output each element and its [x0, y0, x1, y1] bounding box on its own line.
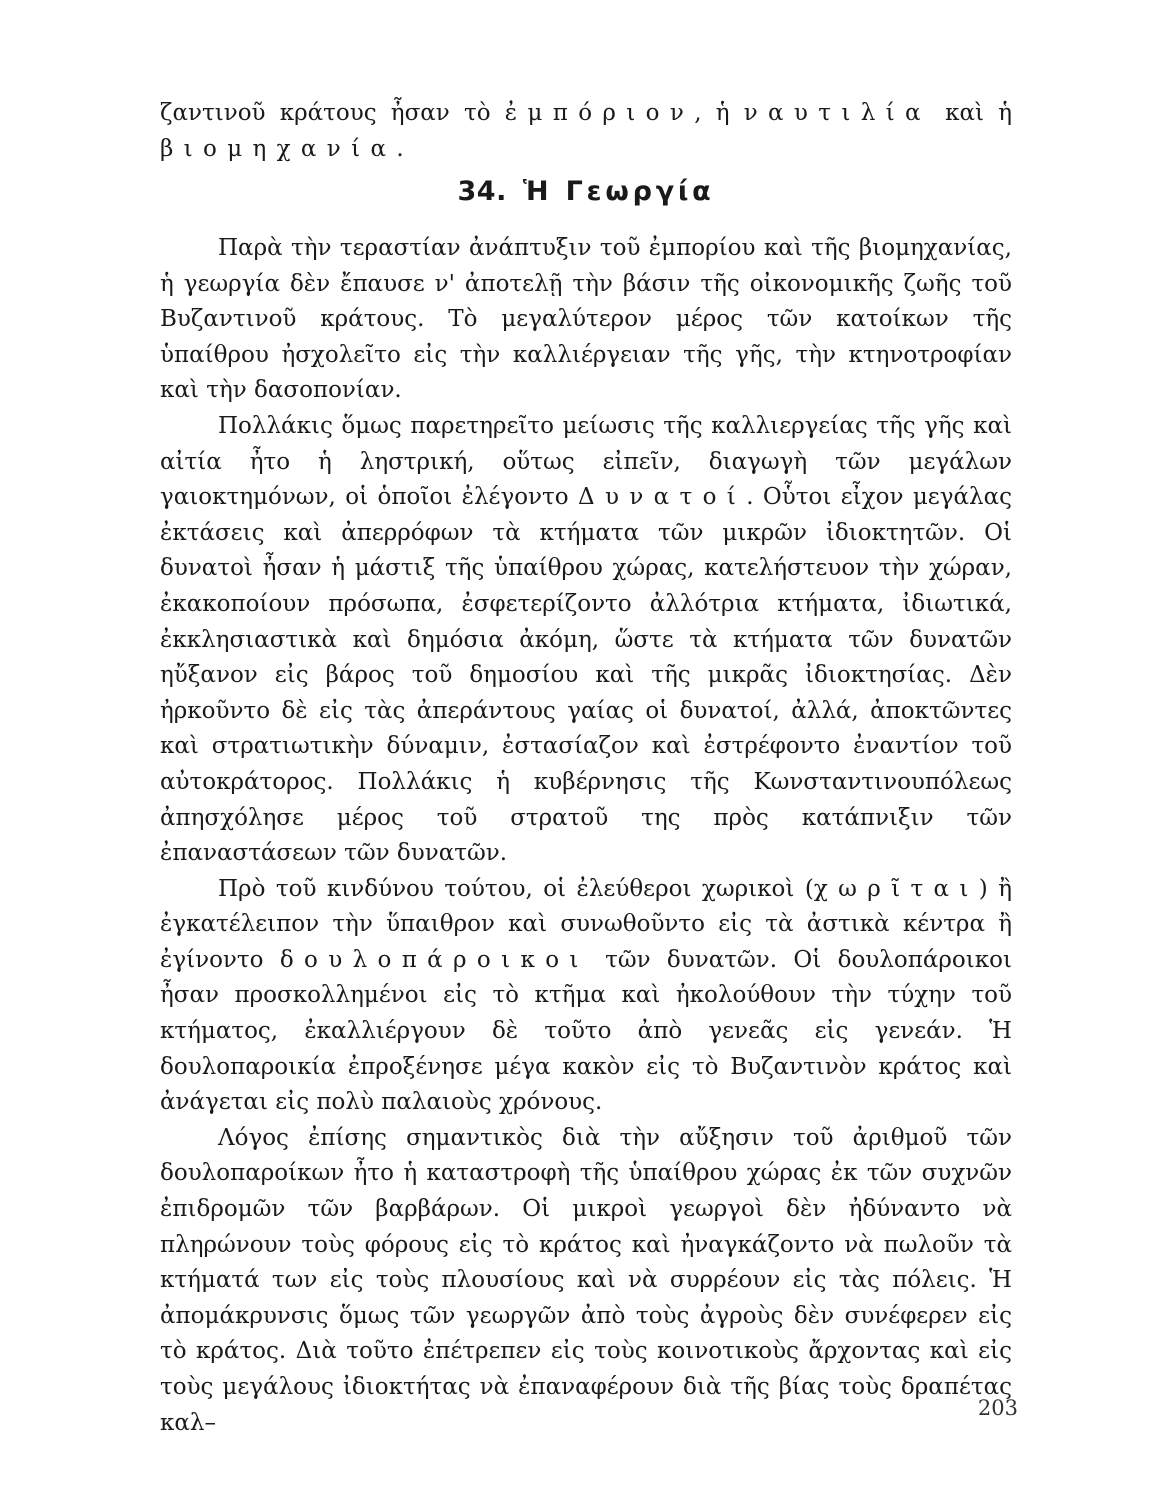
paragraph-3-part-c: τῶν δυνατῶν. Οἱ δουλοπάροικοι ἦσαν προσκολλημένοι εἰς τὸ κτῆμα καὶ ἠκολούθουν τὴν τύχην τοῦ κτήματος, ἐκαλλιέργουν δὲ τοῦτο ἀπὸ γενεᾶς εἰς γενεάν. Ἡ δουλοπαροικία ἐπροξένησε μέγα κακὸν εἰς τὸ Βυζαντινὸν κράτος καὶ ἀνάγεται εἰς πολὺ παλαιοὺς χρόνους.	[160, 946, 1012, 1116]
spaced-term-commerce: ἐμπόριον	[504, 100, 695, 126]
paragraph-1: Παρὰ τὴν τεραστίαν ἀνάπτυξιν τοῦ ἐμπορίου καὶ τῆς βιομηχανίας, ἡ γεωργία δὲν ἔπαυσε ν' ἀποτελῇ τὴν βάσιν τῆς οἰκονομικῆς ζωῆς τοῦ Βυζαντινοῦ κράτους. Τὸ μεγαλύτερον μέρος τῶν κατοίκων τῆς ὑπαίθρου ἠσχολεῖτο εἰς τὴν καλλιέργειαν τῆς γῆς, τὴν κτηνοτροφίαν καὶ τὴν δασοπονίαν.	[160, 235, 1012, 404]
spaced-term-shipping: ναυτιλία	[743, 100, 931, 126]
continuation-end: .	[396, 135, 404, 162]
paragraph-3-part-b: ) ἢ ἐγκατέλειπον τὴν ὕπαιθρον καὶ συνωθοῦντο εἰς τὰ ἀστικὰ κέντρα ἢ ἐγίνοντο	[160, 875, 1012, 973]
paragraph-2	[160, 409, 1012, 872]
section-title: Ἡ Γεωργία	[522, 176, 715, 207]
paragraph-3	[160, 872, 1012, 1121]
page-number: 203	[977, 1396, 1018, 1420]
continuation-separator: καὶ ἡ	[930, 100, 1012, 126]
section-number: 34.	[457, 176, 507, 207]
continuation-separator: , ἡ	[694, 100, 744, 126]
paragraph-2-part-a: Πολλάκις ὅμως παρετηρεῖτο μείωσις τῆς καλλιεργείας τῆς γῆς καὶ αἰτία ἦτο ἡ ληστρική, οὕτως εἰπεῖν, διαγωγὴ τῶν μεγάλων γαιοκτημόνων, οἱ ὁποῖοι ἐλέγοντο	[160, 412, 1012, 511]
continuation-paragraph	[160, 96, 1012, 167]
continuation-start: ζαντινοῦ κράτους ἦσαν τὸ	[160, 100, 505, 126]
spaced-term-choritai: χωρῖται	[813, 875, 979, 902]
spaced-term-douloparoikoi: δουλοπάροικοι	[279, 946, 589, 973]
body-text	[160, 231, 1012, 1441]
section-heading	[160, 176, 1012, 207]
paragraph-4: Λόγος ἐπίσης σημαντικὸς διὰ τὴν αὔξησιν τοῦ ἀριθμοῦ τῶν δουλοπαροίκων ἦτο ἡ καταστροφὴ τῆς ὑπαίθρου χώρας ἐκ τῶν συχνῶν ἐπιδρομῶν τῶν βαρβάρων. Οἱ μικροὶ γεωργοὶ δὲν ἠδύναντο νὰ πληρώνουν τοὺς φόρους εἰς τὸ κράτος καὶ ἠναγκάζοντο νὰ πωλοῦν τὰ κτήματά των εἰς τοὺς πλουσίους καὶ νὰ συρρέουν εἰς τὰς πόλεις. Ἡ ἀπομάκρυνσις ὅμως τῶν γεωργῶν ἀπὸ τοὺς ἀγροὺς δὲν συνέφερεν εἰς τὸ κράτος. Διὰ τοῦτο ἐπέτρεπεν εἰς τοὺς κοινοτικοὺς ἄρχοντας καὶ εἰς τοὺς μεγάλους ἰδιοκτήτας νὰ ἐπαναφέρουν διὰ τῆς βίας τοὺς δραπέτας καλ–	[160, 1124, 1012, 1436]
continuation-text	[160, 96, 1012, 167]
spaced-term-dynatoi: Δυνατοί	[578, 484, 747, 511]
paragraph-3-part-a: Πρὸ τοῦ κινδύνου τούτου, οἱ ἐλεύθεροι χωρικοὶ (	[218, 875, 814, 902]
paragraph-2-part-b: . Οὗτοι εἶχον μεγάλας ἐκτάσεις καὶ ἀπερρόφων τὰ κτήματα τῶν μικρῶν ἰδιοκτητῶν. Οἱ δυνατοὶ ἦσαν ἡ μάστιξ τῆς ὑπαίθρου χώρας, κατελήστευον τὴν χώραν, ἐκακοποίουν πρόσωπα, ἐσφετερίζοντο ἀλλότρια κτήματα, ἰδιωτικά, ἐκκλησιαστικὰ καὶ δημόσια ἀκόμη, ὥστε τὰ κτήματα τῶν δυνατῶν ηὔξανον εἰς βάρος τοῦ δημοσίου καὶ τῆς μικρᾶς ἰδιοκτησίας. Δὲν ἠρκοῦντο δὲ εἰς τὰς ἀπεράντους γαίας οἱ δυνατοί, ἀλλά, ἀποκτῶντες καὶ στρατιωτικὴν δύναμιν, ἐστασίαζον καὶ ἐστρέφοντο ἐναντίον τοῦ αὐτοκράτορος. Πολλάκις ἡ κυβέρνησις τῆς Κωνσταντινουπόλεως ἀπησχόλησε μέρος τοῦ στρατοῦ της πρὸς κατάπνιξιν τῶν ἐπαναστάσεων τῶν δυνατῶν.	[160, 484, 1012, 867]
spaced-term-industry: βιομηχανία	[160, 135, 397, 162]
